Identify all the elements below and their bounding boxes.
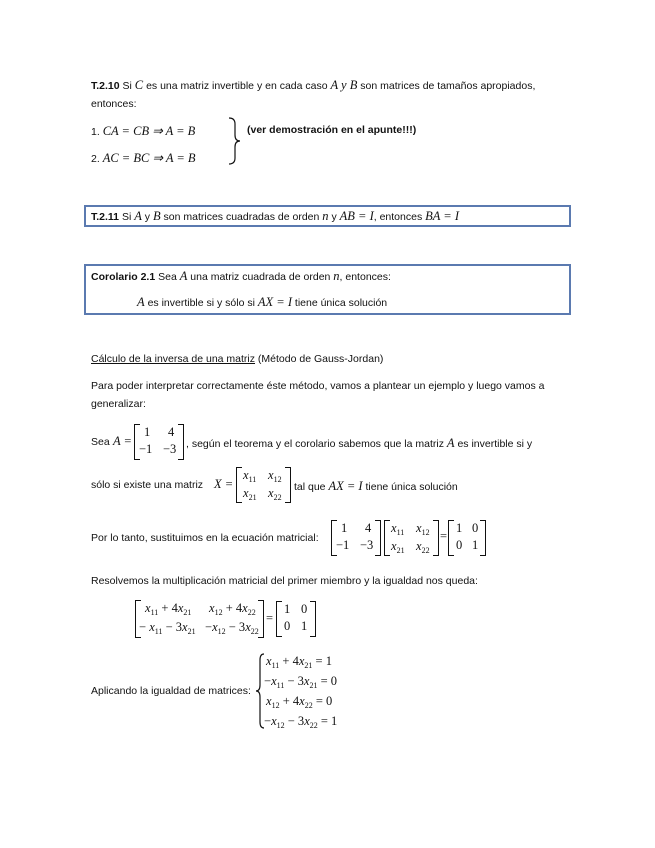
matrix-x-eq: [384, 520, 439, 556]
matrix-cell: $x_{21}$: [391, 539, 405, 555]
theorem-2-11-text: [91, 209, 459, 224]
math-expr: AC = BC ⇒ A = B: [102, 151, 196, 165]
matrix-a-cell: −3: [163, 442, 177, 456]
matrix-cell: 1: [284, 602, 291, 616]
theorem-2-10-line1: [91, 78, 535, 93]
matrix-cell: $x_{12} + 4x_{22}$: [209, 601, 256, 617]
theorem-label: T.2.11: [91, 211, 120, 223]
bracket-right: [480, 520, 486, 556]
text: es invertible si y: [457, 438, 533, 450]
solo-si-text: sólo si existe una matriz: [91, 479, 204, 491]
text: , entonces:: [339, 271, 391, 283]
text: tal que: [294, 481, 326, 493]
proof-note: (ver demostración en el apunte!!!): [247, 124, 417, 136]
bracket-left: [384, 520, 390, 556]
math-var: B: [152, 209, 161, 223]
math-var: A y B: [330, 78, 358, 92]
bracket-right: [258, 600, 264, 638]
text: es una matriz invertible y en cada caso: [146, 80, 328, 92]
a-equals: A =: [113, 434, 132, 448]
text: , según el teorema y el corolario sabemos que la matriz: [186, 438, 444, 450]
product-matrix: [135, 600, 264, 638]
matrix-cell: $-x_{12} - 3x_{22}$: [205, 620, 259, 636]
matrix-cell: 0: [456, 538, 463, 552]
text: y: [331, 211, 337, 223]
intro-line-1: Para poder interpretar correctamente éste método, vamos a plantear un ejemplo y luego vamos a: [91, 380, 545, 392]
math-var: n: [333, 269, 340, 283]
text: son matrices de tamaños apropiados,: [360, 80, 536, 92]
math-expr: AX = I: [328, 479, 363, 493]
matrix-a-eq: [331, 520, 381, 556]
text: es invertible si y sólo si: [147, 297, 255, 309]
matrix-cell: 4: [365, 521, 372, 535]
text: son matrices cuadradas de orden: [163, 211, 320, 223]
section-title-rest: (Método de Gauss-Jordan): [255, 353, 384, 365]
math-var: A: [134, 209, 142, 223]
item-number: 2.: [91, 153, 100, 165]
corollary-line2: [137, 295, 387, 310]
matrix-cell: 1: [456, 521, 463, 535]
matrix-cell: −3: [360, 538, 374, 552]
section-title: [91, 353, 383, 365]
math-expr: AB = I: [339, 209, 374, 223]
identity-matrix: [276, 601, 316, 637]
bracket-right: [285, 467, 291, 503]
theorem-item-2: [91, 150, 196, 166]
math-expr: BA = I: [425, 209, 460, 223]
matrix-x-cell: $x_{21}$: [243, 486, 257, 502]
matrix-x: [236, 467, 291, 503]
matrix-cell: $x_{12}$: [416, 521, 430, 537]
matrix-a-cell: 1: [144, 425, 151, 439]
matrix-cell: $x_{11} + 4x_{21}$: [145, 601, 192, 617]
matrix-a-cell: 4: [168, 425, 175, 439]
corollary-line1: [91, 269, 391, 284]
system-equation-3: $x_{12} + 4x_{22} = 0$: [266, 694, 333, 710]
matrix-a: [134, 424, 184, 460]
text: tiene única solución: [365, 481, 458, 493]
matrix-a-cell: −1: [139, 442, 153, 456]
text: y: [144, 211, 151, 223]
right-curly-brace: [226, 116, 242, 166]
math-var: A: [446, 436, 455, 450]
math-var: n: [322, 209, 329, 223]
text: Si: [122, 80, 132, 92]
text: Sea: [158, 271, 177, 283]
x-equals: X =: [214, 477, 234, 491]
matrix-x-cell: $x_{12}$: [268, 468, 282, 484]
theorem-2-10-line2: entonces:: [91, 98, 137, 110]
bracket-right: [375, 520, 381, 556]
por-lo-tanto-text: Por lo tanto, sustituimos en la ecuación matricial:: [91, 532, 319, 544]
theorem-item-1: [91, 123, 195, 139]
matrix-cell: 1: [341, 521, 348, 535]
intro-line-2: generalizar:: [91, 398, 146, 410]
bracket-left: [276, 601, 282, 637]
equals-sign: =: [440, 529, 448, 543]
math-var: A: [137, 295, 145, 309]
text: Si: [121, 211, 132, 223]
bracket-left: [448, 520, 454, 556]
matrix-cell: 1: [301, 619, 308, 633]
sea-label: Sea: [91, 436, 110, 448]
bracket-right: [433, 520, 439, 556]
matrix-cell: $x_{11}$: [391, 521, 405, 537]
math-var: A: [179, 269, 188, 283]
system-equation-1: $x_{11} + 4x_{21} = 1$: [266, 654, 332, 670]
math-var: C: [134, 78, 144, 92]
matrix-cell: 0: [472, 521, 479, 535]
text: tiene única solución: [294, 297, 388, 309]
matrix-cell: $x_{22}$: [416, 539, 430, 555]
matrix-cell: −1: [336, 538, 350, 552]
equals-sign: =: [266, 611, 274, 625]
system-equation-4: $-x_{12} - 3x_{22} = 1$: [264, 714, 338, 730]
bracket-left: [236, 467, 242, 503]
text: , entonces: [373, 211, 423, 223]
math-expr: CA = CB ⇒ A = B: [102, 124, 196, 138]
matrix-cell: 0: [301, 602, 308, 616]
tal-que-line: [294, 479, 458, 494]
aplicando-text: Aplicando la igualdad de matrices:: [91, 685, 251, 697]
corollary-label: Corolario 2.1: [91, 271, 156, 283]
matrix-x-cell: $x_{11}$: [243, 468, 257, 484]
section-title-underlined: Cálculo de la inversa de una matriz: [91, 353, 256, 365]
system-equation-2: $-x_{11} - 3x_{21} = 0$: [264, 674, 338, 690]
bracket-right: [178, 424, 184, 460]
matrix-x-cell: $x_{22}$: [268, 486, 282, 502]
bracket-right: [310, 601, 316, 637]
theorem-label: T.2.10: [91, 80, 120, 92]
matrix-cell: 0: [284, 619, 291, 633]
resolvemos-text: Resolvemos la multiplicación matricial del primer miembro y la igualdad nos queda:: [91, 575, 478, 587]
math-expr: AX = I: [257, 295, 292, 309]
sea-line-rest: [186, 436, 532, 451]
matrix-cell: 1: [472, 538, 479, 552]
matrix-cell: − $x_{11} - 3x_{21}$: [139, 620, 196, 636]
identity-matrix: [448, 520, 486, 556]
item-number: 1.: [91, 126, 100, 138]
text: una matriz cuadrada de orden: [190, 271, 331, 283]
